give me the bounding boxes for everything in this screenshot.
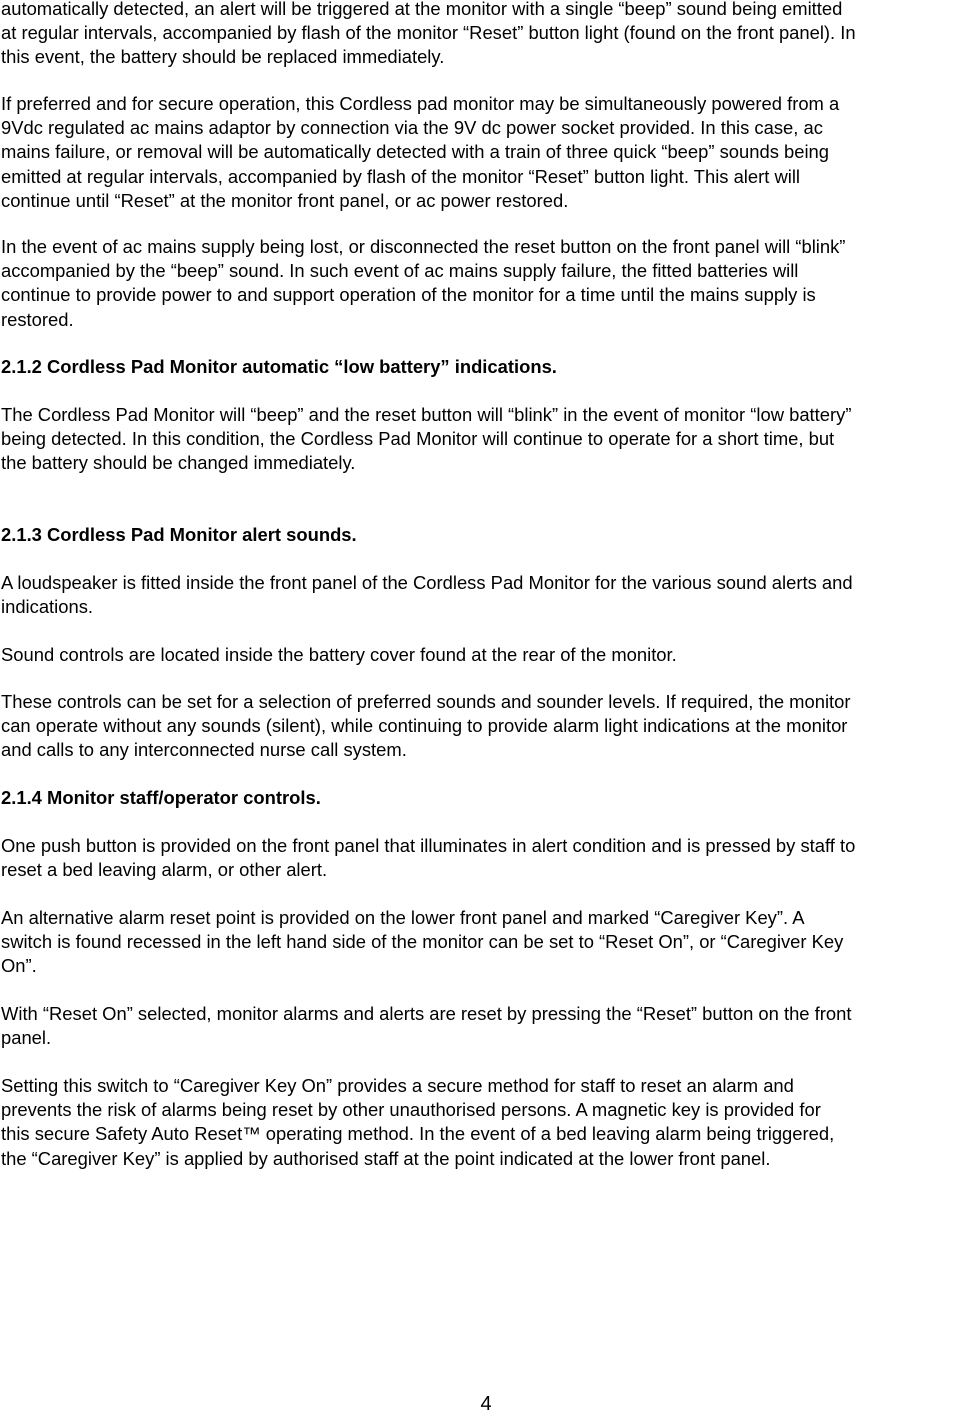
text-line: panel. [1, 1027, 52, 1049]
text-line: the “Caregiver Key” is applied by authorised staff at the point indicated at the lower front panel. [1, 1147, 771, 1169]
text-line: continue until “Reset” at the monitor front panel, or ac power restored. [1, 189, 569, 211]
text-line: reset a bed leaving alarm, or other alert. [1, 859, 328, 881]
paragraph-push-button [1, 834, 971, 882]
text-line: The Cordless Pad Monitor will “beep” and the reset button will “blink” in the event of monitor “low battery” [1, 404, 852, 425]
section-heading-2-1-2 [1, 355, 971, 379]
text-line: being detected. In this condition, the Cordless Pad Monitor will continue to operate for a short time, but [1, 428, 835, 450]
paragraph-sound-controls [1, 643, 971, 667]
text-line: switch is found recessed in the left hand side of the monitor can be set to “Reset On”, or “Caregiver Key [1, 931, 844, 953]
paragraph-alert-beep [1, 0, 971, 70]
text-line: On”. [1, 955, 37, 977]
section-heading-2-1-4 [1, 786, 971, 810]
paragraph-mains-adaptor [1, 92, 971, 213]
paragraph-alternative-reset [1, 906, 971, 979]
paragraph-controls-set [1, 690, 971, 763]
section-heading-2-1-3 [1, 523, 971, 547]
text-line: In the event of ac mains supply being lost, or disconnected the reset button on the front panel will “blink” [1, 236, 846, 257]
page-number: 4 [480, 1393, 492, 1415]
text-line: continue to provide power to and support operation of the monitor for a time until the mains supply is [1, 284, 816, 306]
text-line: An alternative alarm reset point is provided on the lower front panel and marked “Caregiver Key”. A [1, 907, 805, 928]
text-line: indications. [1, 596, 94, 618]
heading-text: 2.1.4 Monitor staff/operator controls. [1, 787, 321, 808]
text-line: accompanied by the “beep” sound. In such event of ac mains supply failure, the fitted batteries will [1, 260, 799, 282]
text-line: this event, the battery should be replaced immediately. [1, 46, 445, 68]
text-line: this secure Safety Auto Reset™ operating method. In the event of a bed leaving alarm being triggered, [1, 1123, 835, 1145]
paragraph-caregiver-key [1, 1074, 971, 1171]
paragraph-loudspeaker [1, 571, 971, 619]
text-line: at regular intervals, accompanied by flash of the monitor “Reset” button light (found on the front panel). In [1, 22, 856, 44]
text-line: If preferred and for secure operation, this Cordless pad monitor may be simultaneously powered from a [1, 93, 840, 114]
text-line: automatically detected, an alert will be triggered at the monitor with a single “beep” sound being emitted [1, 0, 843, 19]
heading-text: 2.1.2 Cordless Pad Monitor automatic “low battery” indications. [1, 356, 557, 377]
text-line: Setting this switch to “Caregiver Key On” provides a secure method for staff to reset an alarm and [1, 1075, 794, 1096]
text-line: A loudspeaker is fitted inside the front panel of the Cordless Pad Monitor for the various sound alerts and [1, 572, 853, 593]
text-line: restored. [1, 308, 74, 330]
text-line: These controls can be set for a selection of preferred sounds and sounder levels. If required, the monitor [1, 691, 851, 712]
heading-text: 2.1.3 Cordless Pad Monitor alert sounds. [1, 524, 357, 545]
text-line: One push button is provided on the front panel that illuminates in alert condition and is pressed by staff to [1, 835, 856, 856]
paragraph-low-battery [1, 403, 971, 476]
paragraph-mains-lost [1, 235, 971, 332]
text-line: 9Vdc regulated ac mains adaptor by connection via the 9V dc power socket provided. In this case, ac [1, 117, 823, 139]
text-line: Sound controls are located inside the battery cover found at the rear of the monitor. [1, 644, 677, 665]
text-line: With “Reset On” selected, monitor alarms and alerts are reset by pressing the “Reset” button on the front [1, 1003, 852, 1024]
text-line: and calls to any interconnected nurse call system. [1, 739, 407, 761]
text-line: can operate without any sounds (silent), while continuing to provide alarm light indications at the monitor [1, 715, 848, 737]
text-line: emitted at regular intervals, accompanied by flash of the monitor “Reset” button light. This alert will [1, 165, 801, 187]
text-line: the battery should be changed immediately. [1, 452, 356, 474]
paragraph-reset-on [1, 1002, 971, 1050]
text-line: mains failure, or removal will be automatically detected with a train of three quick “beep” sounds being [1, 141, 830, 163]
text-line: prevents the risk of alarms being reset by other unauthorised persons. A magnetic key is provided for [1, 1099, 821, 1121]
